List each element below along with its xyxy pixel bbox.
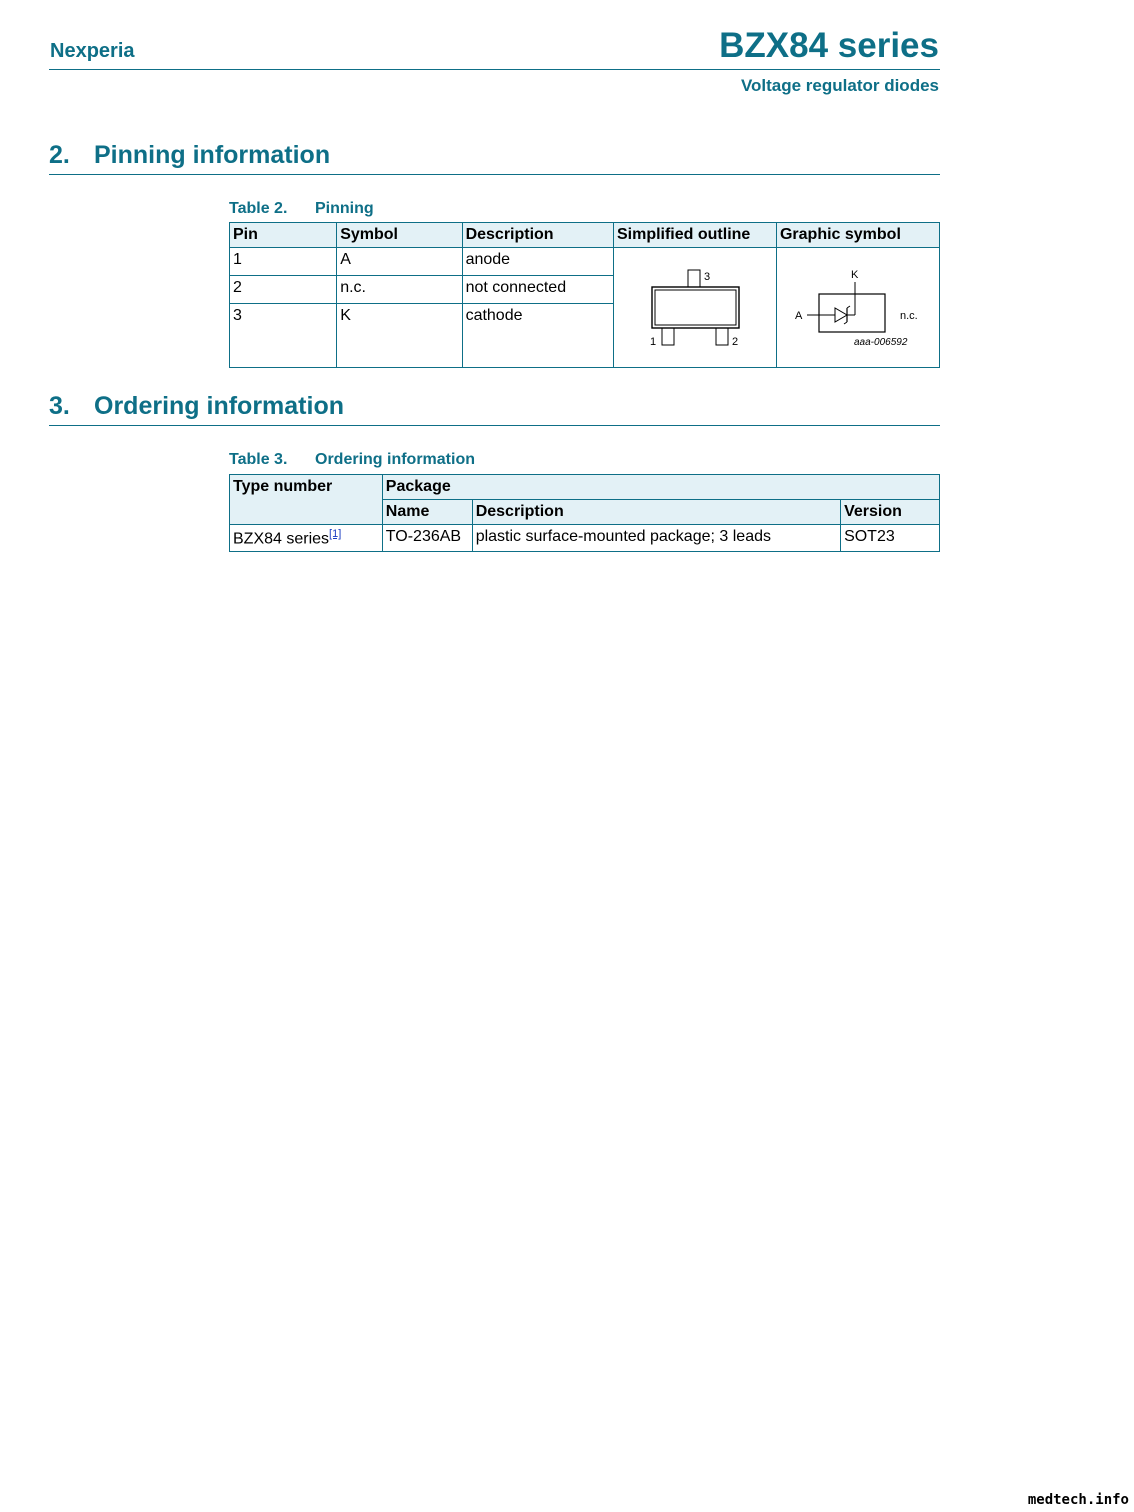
caption-number: Table 2.	[229, 200, 288, 217]
type-number-text: BZX84 series	[233, 530, 330, 548]
cell-description: anode	[462, 248, 613, 276]
outline-pin1-label: 1	[649, 336, 657, 348]
header-pin: Pin	[230, 223, 337, 248]
pinning-table-caption	[229, 200, 374, 218]
section-title-text: Pinning information	[94, 141, 331, 169]
symbol-cathode-label: K	[850, 269, 859, 281]
product-title: BZX84 series	[719, 26, 939, 65]
symbol-code-label: aaa-006592	[853, 337, 908, 348]
brand-name: Nexperia	[50, 40, 135, 62]
cell-simplified-outline	[613, 248, 776, 368]
sot23-outline-icon	[614, 248, 776, 362]
watermark: medtech.info	[1027, 1492, 1129, 1508]
cell-name: TO-236AB	[382, 525, 472, 552]
section-number: 2.	[49, 141, 70, 169]
symbol-anode-label: A	[794, 310, 803, 322]
cell-pin: 3	[230, 303, 337, 367]
header-graphic-symbol: Graphic symbol	[776, 223, 939, 248]
header-version: Version	[841, 500, 940, 525]
pinning-table	[229, 222, 940, 368]
section-pinning-title	[49, 141, 330, 170]
section-number: 3.	[49, 392, 70, 420]
cell-description: plastic surface-mounted package; 3 leads	[472, 525, 840, 552]
cell-pin: 2	[230, 275, 337, 303]
cell-type-number	[230, 525, 383, 552]
header-package: Package	[382, 475, 939, 500]
section-title-text: Ordering information	[94, 392, 344, 420]
header-description: Description	[462, 223, 613, 248]
cell-description: not connected	[462, 275, 613, 303]
caption-title: Pinning	[315, 200, 374, 217]
caption-title: Ordering information	[315, 451, 475, 468]
cell-graphic-symbol	[776, 248, 939, 368]
header-divider	[49, 69, 940, 70]
ordering-table	[229, 474, 940, 552]
table-row	[230, 525, 940, 552]
table-row	[230, 248, 940, 276]
symbol-nc-label: n.c.	[899, 310, 918, 322]
product-subtitle: Voltage regulator diodes	[740, 76, 939, 95]
cell-symbol: n.c.	[337, 275, 462, 303]
header-description: Description	[472, 500, 840, 525]
cell-symbol: K	[337, 303, 462, 367]
header-simplified-outline: Simplified outline	[613, 223, 776, 248]
table-header-row	[230, 475, 940, 500]
section-ordering-title	[49, 392, 344, 421]
section-divider	[49, 425, 940, 426]
zener-diode-symbol-icon	[777, 248, 939, 362]
header-name: Name	[382, 500, 472, 525]
caption-number: Table 3.	[229, 451, 288, 468]
header-symbol: Symbol	[337, 223, 462, 248]
cell-pin: 1	[230, 248, 337, 276]
table-header-row	[230, 223, 940, 248]
section-divider	[49, 174, 940, 175]
cell-version: SOT23	[841, 525, 940, 552]
outline-pin3-label: 3	[703, 271, 711, 283]
cell-description: cathode	[462, 303, 613, 367]
footnote-ref-link[interactable]: [1]	[329, 528, 342, 540]
outline-pin2-label: 2	[731, 336, 739, 348]
header-type-number: Type number	[230, 475, 383, 525]
ordering-table-caption	[229, 451, 475, 469]
cell-symbol: A	[337, 248, 462, 276]
